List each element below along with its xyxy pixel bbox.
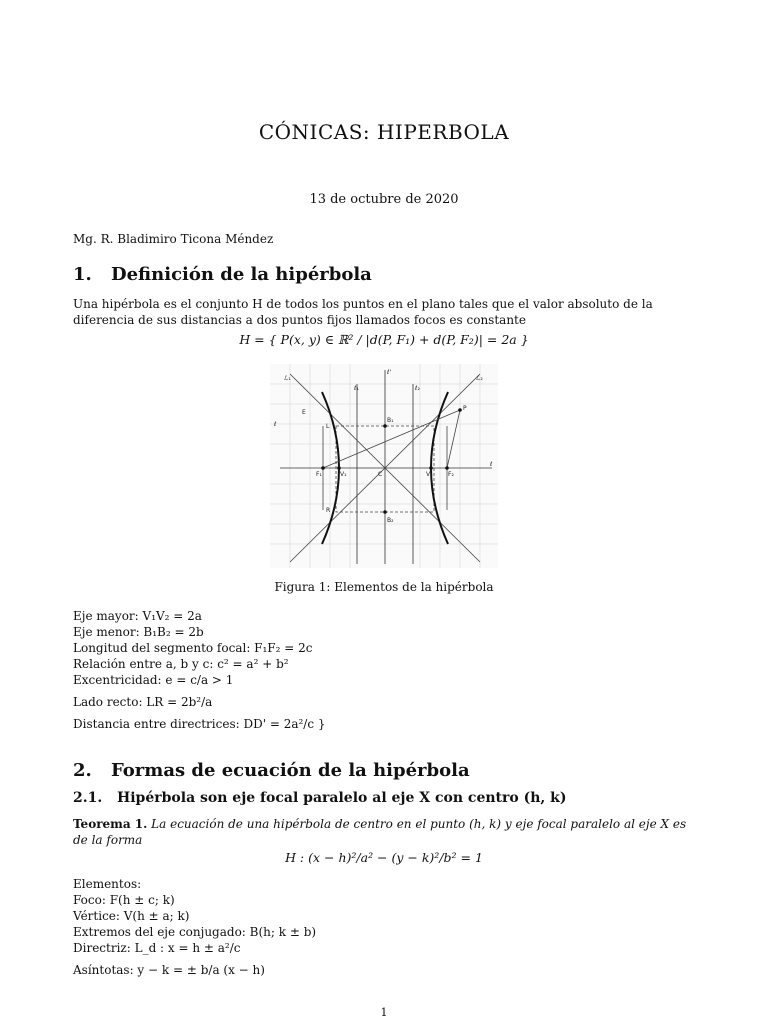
element-focal-length: Longitud del segmento focal: F₁F₂ = 2c xyxy=(73,641,313,655)
element-minor-axis: Eje menor: B₁B₂ = 2b xyxy=(73,625,204,639)
label-f2: F₂ xyxy=(448,471,454,478)
element-latus-rectum: Lado recto: LR = 2b²/a xyxy=(73,695,213,709)
element-major-axis: Eje mayor: V₁V₂ = 2a xyxy=(73,609,202,623)
section-1-title: Definición de la hipérbola xyxy=(111,264,372,285)
section-2-number: 2. xyxy=(73,760,92,781)
subsection-2-1-number: 2.1. xyxy=(73,790,103,806)
label-l: L xyxy=(326,423,330,430)
element-eccentricity: Excentricidad: e = c/a > 1 xyxy=(73,673,234,687)
item-vertice: Vértice: V(h ± a; k) xyxy=(73,909,190,923)
label-v1: V₁ xyxy=(340,471,347,478)
figure-caption: Figura 1: Elementos de la hipérbola xyxy=(274,580,494,594)
label-l-axis: ℓ xyxy=(490,461,493,468)
element-relation: Relación entre a, b y c: c² = a² + b² xyxy=(73,657,289,671)
subsection-2-1-heading xyxy=(73,790,566,806)
label-b2: B₂ xyxy=(387,517,394,524)
theorem-label: Teorema 1. xyxy=(73,817,148,831)
label-asym-left: ℒ₁ xyxy=(284,375,291,382)
label-l1: ℓ₁ xyxy=(354,385,359,392)
label-e: E xyxy=(302,409,306,416)
label-b1: B₁ xyxy=(387,417,394,424)
label-lc: ℓ' xyxy=(387,369,392,376)
document-date: 13 de octubre de 2020 xyxy=(309,192,459,207)
item-directriz: Directriz: L_d : x = h ± a²/c xyxy=(73,941,241,955)
element-directrix-distance: Distancia entre directrices: DD' = 2a²/c } xyxy=(73,717,326,731)
label-p: P xyxy=(463,405,467,412)
page-title: CÓNICAS: HIPERBOLA xyxy=(258,120,510,144)
definition-paragraph: Una hipérbola es el conjunto H de todos los puntos en el plano tales que el valor absoluto de la diferencia de sus distancias a dos puntos fijos llamados focos es constante xyxy=(73,297,653,327)
elements-list xyxy=(73,608,673,738)
definition-formula: H = { P(x, y) ∈ ℝ² / |d(P, F₁) + d(P, F₂)| = 2a } xyxy=(239,332,529,347)
theorem-text: La ecuación de una hipérbola de centro en el punto (h, k) y eje focal paralelo al eje X es de la forma xyxy=(73,817,687,847)
item-asintotas: Asíntotas: y − k = ± b/a (x − h) xyxy=(73,963,265,977)
item-extremos: Extremos del eje conjugado: B(h; k ± b) xyxy=(73,925,317,939)
label-v2: V₂ xyxy=(426,471,433,478)
section-1-number: 1. xyxy=(73,264,92,285)
theorem-elements-list xyxy=(73,876,673,984)
theorem-1 xyxy=(73,816,695,848)
section-2-title: Formas de ecuación de la hipérbola xyxy=(111,760,470,781)
label-l-left: ℓ xyxy=(274,421,277,428)
label-l2: ℓ₂ xyxy=(415,385,420,392)
standard-equation: H : (x − h)²/a² − (y − k)²/b² = 1 xyxy=(285,850,483,865)
page-number: 1 xyxy=(380,1006,388,1019)
item-elementos: Elementos: xyxy=(73,877,142,891)
label-c: C xyxy=(378,471,383,478)
label-asym-right: ℒ₂ xyxy=(476,375,483,382)
subsection-2-1-title: Hipérbola son eje focal paralelo al eje X con centro (h, k) xyxy=(117,790,567,806)
document-author: Mg. R. Bladimiro Ticona Méndez xyxy=(73,232,274,246)
label-f1: F₁ xyxy=(316,471,322,478)
section-1-heading xyxy=(73,264,372,285)
section-2-heading xyxy=(73,760,470,781)
label-r: R xyxy=(326,507,331,514)
hyperbola-figure xyxy=(270,364,498,568)
item-foco: Foco: F(h ± c; k) xyxy=(73,893,175,907)
figure-background xyxy=(270,364,498,568)
